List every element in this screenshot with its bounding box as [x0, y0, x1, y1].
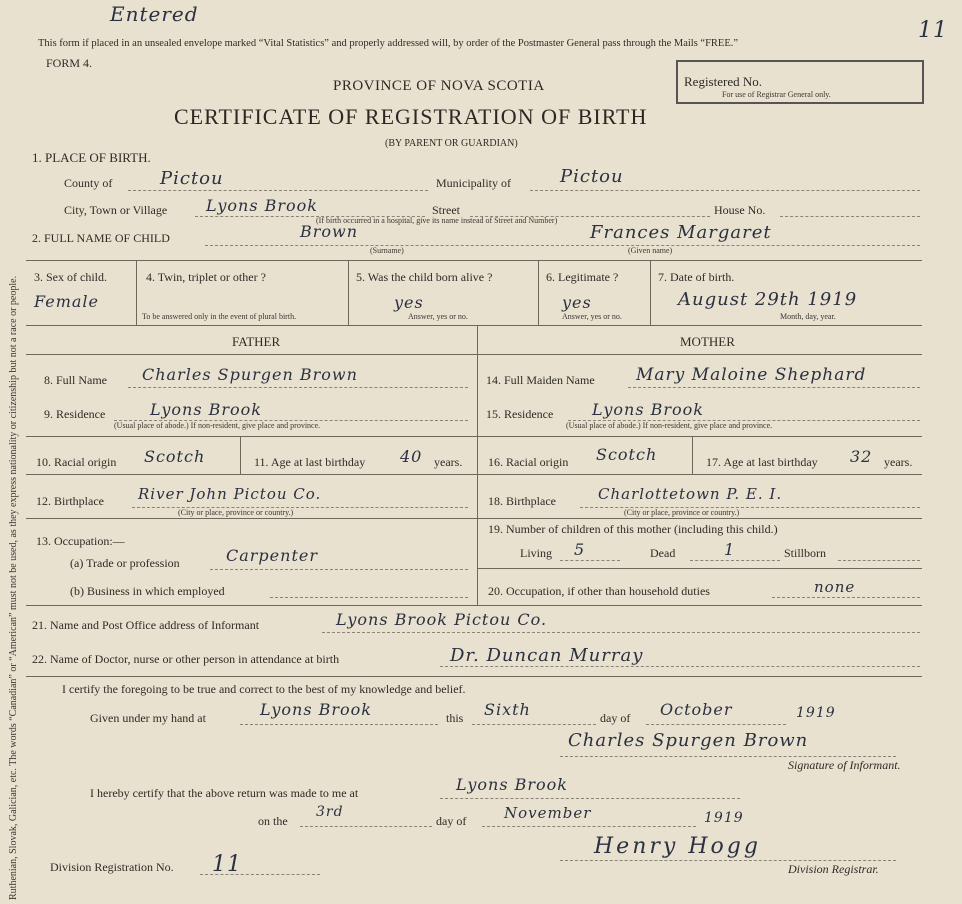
legit-note: Answer, yes or no.: [562, 312, 622, 321]
county-line: [128, 190, 428, 191]
informant-signature-line: [560, 756, 896, 757]
living-value: 5: [574, 540, 586, 559]
doctor-line: [440, 666, 920, 667]
form-number: FORM 4.: [46, 56, 93, 70]
mother-birthplace-label: 18. Birthplace: [488, 494, 556, 508]
registrar-signature: Henry Hogg: [594, 834, 761, 859]
street-label: Street: [432, 203, 460, 217]
informant-value: Lyons Brook Pictou Co.: [336, 610, 548, 629]
col-divider-4: [650, 260, 651, 325]
surname-label: (Surname): [370, 246, 404, 255]
city-label: City, Town or Village: [64, 203, 168, 217]
registrar-signature-label: Division Registrar.: [788, 862, 879, 876]
house-line: [780, 216, 920, 217]
given-place: Lyons Brook: [260, 700, 372, 719]
mother-racial-value: Scotch: [596, 445, 658, 464]
rule-parents-bottom: [26, 605, 922, 606]
col-divider-2: [348, 260, 349, 325]
division-label: Division Registration No.: [50, 860, 174, 874]
child-given-name: Frances Margaret: [590, 222, 772, 243]
legit-value: yes: [562, 293, 592, 312]
father-name-line: [128, 387, 468, 388]
stillborn-line: [838, 560, 920, 561]
date-label: 7. Date of birth.: [658, 270, 735, 284]
father-name-value: Charles Spurgen Brown: [142, 365, 358, 384]
county-value: Pictou: [160, 168, 224, 189]
legit-label: 6. Legitimate ?: [546, 270, 619, 284]
rule-row3-top: [26, 260, 922, 261]
father-name-label: 8. Full Name: [44, 373, 107, 387]
informant-signature-label: Signature of Informant.: [788, 758, 901, 772]
rule-racial: [26, 474, 922, 475]
father-trade-line: [210, 569, 468, 570]
father-birthplace-value: River John Pictou Co.: [138, 485, 322, 503]
informant-label: 21. Name and Post Office address of Informant: [32, 618, 260, 632]
father-years: years.: [434, 455, 463, 469]
informant-signature: Charles Spurgen Brown: [568, 730, 809, 751]
father-racial-label: 10. Racial origin: [36, 455, 117, 469]
child-surname: Brown: [300, 222, 359, 241]
registrar-day-line: [300, 826, 432, 827]
father-birthplace-label: 12. Birthplace: [36, 494, 104, 508]
living-line: [560, 560, 620, 561]
registered-note: For use of Registrar General only.: [722, 90, 831, 99]
municipality-line: [530, 190, 920, 191]
doctor-label: 22. Name of Doctor, nurse or other person in attendance at birth: [32, 652, 340, 666]
registrar-signature-line: [560, 860, 896, 861]
mother-birthplace-note: (City or place, province or country.): [624, 508, 740, 517]
father-racial-value: Scotch: [144, 447, 206, 466]
father-residence-note: (Usual place of abode.) If non-resident, give place and province.: [114, 421, 321, 430]
col-divider-1: [136, 260, 137, 325]
registrar-place: Lyons Brook: [456, 775, 568, 794]
child-name-label: 2. FULL NAME OF CHILD: [32, 231, 170, 245]
dead-line: [690, 560, 780, 561]
house-label: House No.: [714, 203, 766, 217]
county-label: County of: [64, 176, 113, 190]
registrar-place-line: [440, 798, 740, 799]
city-value: Lyons Brook: [206, 196, 318, 215]
municipality-value: Pictou: [560, 166, 624, 187]
mother-name-value: Mary Maloine Shephard: [636, 365, 867, 385]
father-trade-label: (a) Trade or profession: [70, 556, 180, 570]
dead-value: 1: [724, 540, 736, 559]
sex-label: 3. Sex of child.: [34, 270, 107, 284]
on-the-label: on the: [258, 814, 288, 828]
child-name-line: [205, 245, 920, 246]
registrar-month: November: [504, 804, 592, 822]
rule-birthplace: [26, 518, 922, 519]
rule-doctor: [26, 676, 922, 677]
rule-residence: [26, 436, 922, 437]
entered-mark: Entered: [110, 2, 199, 26]
mother-residence-label: 15. Residence: [486, 407, 554, 421]
mother-age-label: 17. Age at last birthday: [706, 455, 818, 469]
rule-parents-head: [26, 354, 922, 355]
page-number: 11: [918, 18, 948, 43]
alive-label: 5. Was the child born alive ?: [356, 270, 493, 284]
mother-age-value: 32: [850, 447, 873, 466]
postal-notice: This form if placed in an unsealed envelope marked “Vital Statistics” and properly addressed will, by order of the Postmaster General pass through the Mails “FREE.”: [38, 38, 739, 49]
sex-value: Female: [34, 292, 99, 311]
certificate-subtitle: (BY PARENT OR GUARDIAN): [385, 138, 518, 149]
division-number: 11: [212, 852, 242, 877]
given-place-line: [240, 724, 438, 725]
municipality-label: Municipality of: [436, 176, 511, 190]
date-note: Month, day, year.: [780, 312, 836, 321]
dead-label: Dead: [650, 546, 676, 560]
parents-divider: [477, 325, 478, 605]
mother-residence-note: (Usual place of abode.) If non-resident, give place and province.: [566, 421, 773, 430]
given-day: Sixth: [484, 700, 531, 719]
rule-children: [477, 568, 922, 569]
given-name-label: (Given name): [628, 246, 673, 255]
registrar-statement: I hereby certify that the above return was made to me at: [90, 786, 359, 800]
date-value: August 29th 1919: [678, 289, 858, 310]
doctor-value: Dr. Duncan Murray: [450, 645, 644, 666]
twin-label: 4. Twin, triplet or other ?: [146, 270, 266, 284]
registrar-day-of-label: day of: [436, 814, 467, 828]
father-business-label: (b) Business in which employed: [70, 584, 225, 598]
province-heading: PROVINCE OF NOVA SCOTIA: [333, 78, 545, 94]
mother-name-label: 14. Full Maiden Name: [486, 373, 595, 387]
mother-heading: MOTHER: [680, 334, 735, 349]
rule-row3-bottom: [26, 325, 922, 326]
father-residence-value: Lyons Brook: [150, 400, 262, 419]
col-divider-3: [538, 260, 539, 325]
informant-line: [322, 632, 920, 633]
registrar-day: 3rd: [316, 804, 344, 820]
mother-racial-label: 16. Racial origin: [488, 455, 569, 469]
given-month-line: [646, 724, 786, 725]
father-heading: FATHER: [232, 334, 281, 349]
certify-statement: I certify the foregoing to be true and correct to the best of my knowledge and belief.: [62, 682, 466, 696]
mother-name-line: [628, 387, 920, 388]
this-label: this: [446, 711, 464, 725]
place-of-birth-label: 1. PLACE OF BIRTH.: [32, 150, 151, 165]
mother-birthplace-value: Charlottetown P. E. I.: [598, 485, 783, 503]
sidebar-note: Ruthenian, Slovak, Galician, etc. The words “Canadian” or “American” must not be used, as they express nationality or citizenship but not a race or people.: [8, 275, 19, 900]
given-day-line: [472, 724, 596, 725]
mother-occupation-line: [772, 597, 920, 598]
given-year: 1919: [796, 705, 836, 721]
mother-occupation-value: none: [814, 578, 856, 596]
alive-note: Answer, yes or no.: [408, 312, 468, 321]
father-business-line: [270, 597, 468, 598]
hospital-note: (If birth occurred in a hospital, give its name instead of Street and Number): [316, 216, 558, 225]
mother-residence-value: Lyons Brook: [592, 400, 704, 419]
father-birthplace-note: (City or place, province or country.): [178, 508, 294, 517]
twin-note: To be answered only in the event of plural birth.: [142, 312, 297, 321]
given-month: October: [660, 700, 733, 719]
mother-occupation-label: 20. Occupation, if other than household duties: [488, 584, 710, 598]
father-residence-label: 9. Residence: [44, 407, 106, 421]
living-label: Living: [520, 546, 552, 560]
father-age-divider: [240, 436, 241, 474]
mother-years: years.: [884, 455, 913, 469]
given-under-label: Given under my hand at: [90, 711, 206, 725]
children-label: 19. Number of children of this mother (including this child.): [488, 522, 778, 536]
alive-value: yes: [394, 293, 424, 312]
division-line: [200, 874, 320, 875]
registered-label: Registered No.: [684, 74, 762, 89]
father-age-label: 11. Age at last birthday: [254, 455, 366, 469]
stillborn-label: Stillborn: [784, 546, 827, 560]
father-age-value: 40: [400, 447, 423, 466]
registrar-year: 1919: [704, 810, 744, 826]
father-occupation-label: 13. Occupation:—: [36, 534, 125, 548]
father-trade-value: Carpenter: [226, 546, 318, 565]
mother-age-divider: [692, 436, 693, 474]
day-of-label: day of: [600, 711, 631, 725]
certificate-title: CERTIFICATE OF REGISTRATION OF BIRTH: [174, 104, 648, 129]
registrar-month-line: [482, 826, 696, 827]
